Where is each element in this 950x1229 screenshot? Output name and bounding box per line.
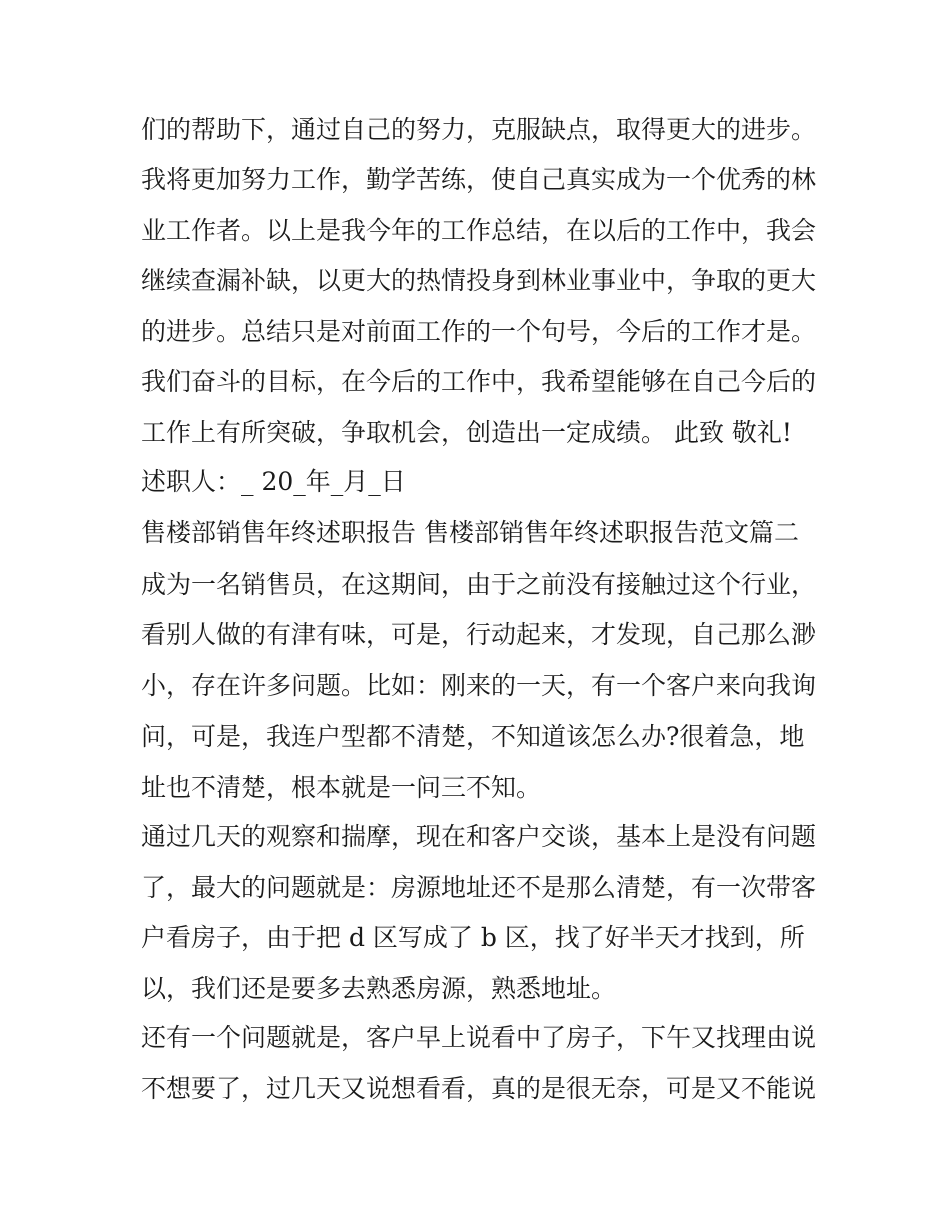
text-line: 我们奋斗的目标，在今后的工作中，我希望能够在自己今后的 (141, 367, 817, 396)
text-line: 了，最大的问题就是：房源地址还不是那么清楚，有一次带客 (141, 873, 817, 902)
text-line: 成为一名销售员，在这期间，由于之前没有接触过这个行业， (141, 570, 817, 599)
section-heading: 售楼部销售年终述职报告 售楼部销售年终述职报告范文篇二 (141, 518, 799, 547)
signature-line: 述职人：_ 20_年_月_日 (141, 467, 406, 496)
text-line: 还有一个问题就是，客户早上说看中了房子，下午又找理由说 (141, 1023, 817, 1052)
text-line: 的进步。总结只是对前面工作的一个句号，今后的工作才是。 (141, 317, 817, 346)
text-line: 通过几天的观察和揣摩，现在和客户交谈，基本上是没有问题 (141, 822, 817, 851)
text-line: 问，可是，我连户型都不清楚，不知道该怎么办?很着急，地 (141, 722, 805, 751)
text-line: 业工作者。以上是我今年的工作总结，在以后的工作中，我会 (141, 216, 817, 245)
text-line: 我将更加努力工作，勤学苦练，使自己真实成为一个优秀的林 (141, 165, 817, 194)
text-line: 不想要了，过几天又说想看看，真的是很无奈，可是又不能说 (141, 1074, 817, 1103)
text-line: 以，我们还是要多去熟悉房源，熟悉地址。 (141, 974, 617, 1003)
text-line: 看别人做的有津有味，可是，行动起来，才发现，自己那么渺 (141, 620, 817, 649)
text-line: 户看房子，由于把 d 区写成了 b 区，找了好半天才找到，所 (141, 923, 805, 952)
text-line: 们的帮助下，通过自己的努力，克服缺点，取得更大的进步。 (141, 115, 817, 144)
text-line: 继续查漏补缺，以更大的热情投身到林业事业中，争取的更大 (141, 266, 817, 295)
text-line: 小，存在许多问题。比如：刚来的一天，有一个客户来向我询 (141, 671, 817, 700)
text-line: 址也不清楚，根本就是一问三不知。 (141, 773, 542, 802)
text-line: 工作上有所突破，争取机会，创造出一定成绩。 此致 敬礼! (141, 418, 792, 447)
